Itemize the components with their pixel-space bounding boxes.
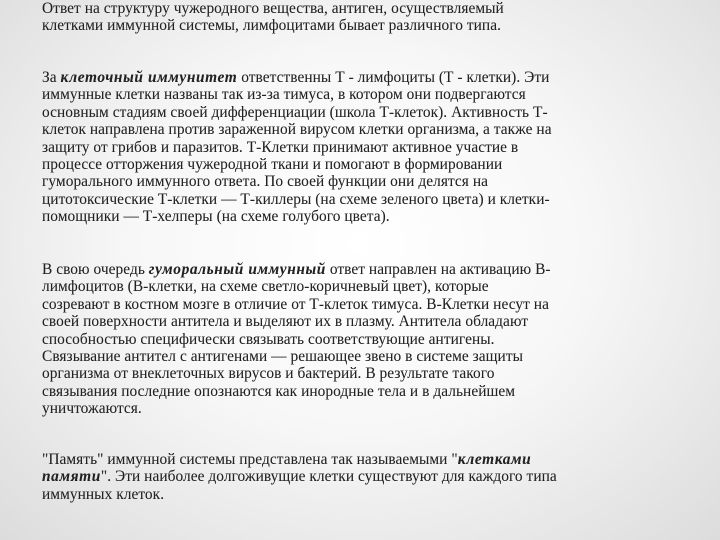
text-run: В свою очередь [42,261,149,278]
text-line [42,278,551,295]
text-line [42,208,552,225]
text-line [42,313,551,330]
paragraph-intro [42,0,504,35]
term-emphasis: клеточный иммунитет [60,69,238,86]
text-line [42,17,504,34]
text-run: ". Эти наиболее долгоживущие клетки существуют для каждого типа [100,468,557,486]
text-line [42,86,552,103]
text-line [42,331,551,348]
paragraph-cellular-immunity [42,69,552,226]
term-emphasis: гуморальный иммунный [148,261,326,278]
text-run: Ответ на структуру чужеродного вещества, антиген, осуществляемый [42,0,504,17]
text-line [42,400,551,417]
text-line [42,121,552,138]
text-run: своей поверхности антитела и выделяют их в плазму. Антитела обладают [42,313,529,331]
text-line [42,365,551,382]
text-line [42,191,552,208]
text-run: связывания последние опознаются как инородные тела и в дальнейшем [42,382,516,400]
text-run: помощники — Т-хелперы (на схеме голубого цвета). [42,208,390,226]
text-line [42,0,504,17]
term-emphasis: клетками [457,451,532,468]
text-run: основным стадиям своей дифференциации (школа Т-клеток). Активность Т- [42,103,548,121]
text-run: ответственны Т - лимфоциты (Т - клетки). Эти [237,69,550,86]
paragraph-humoral-immunity [42,261,551,418]
paragraph-immune-memory [42,451,557,503]
text-line [42,296,551,313]
text-line [42,173,552,190]
term-emphasis: памяти [42,468,101,486]
text-run: клеток направлена против зараженной вирусом клетки организма, а также на [42,121,552,139]
text-run: цитотоксические Т-клетки — Т-киллеры (на схеме зеленого цвета) и клетки- [42,190,550,208]
text-line [42,261,551,278]
text-line [42,156,552,173]
text-line [42,486,557,503]
text-run: иммунных клеток. [42,485,165,503]
text-line [42,69,552,86]
text-line [42,383,551,400]
text-run: клетками иммунной системы, лимфоцитами бывает различного типа. [42,17,501,35]
text-run: организма от внеклеточных вирусов и бактерий. В результате такого [42,365,495,383]
text-run: созревают в костном мозге в отличие от Т-клеток тимуса. В-Клетки несут на [42,295,549,313]
text-run: уничтожаются. [42,400,142,418]
text-run: лимфоцитов (В-клетки, на схеме светло-коричневый цвет), которые [42,278,489,296]
text-line [42,104,552,121]
text-run: За [42,69,61,86]
text-line [42,348,551,365]
text-line [42,451,557,468]
text-run: гуморального иммунного ответа. По своей функции они делятся на [42,173,488,191]
text-run: "Память" иммунной системы представлена так называемыми " [42,451,458,468]
text-run: защиту от грибов и паразитов. Т-Клетки принимают активное участие в [42,138,519,156]
text-run: ответ направлен на активацию В- [325,261,551,278]
text-line [42,468,557,485]
text-run: процессе отторжения чужеродной ткани и помогают в формировании [42,156,503,174]
text-run: иммунные клетки названы так из-за тимуса, в котором они подвергаются [42,86,526,104]
text-line [42,139,552,156]
text-run: способностью специфически связывать соответствующие антигены. [42,330,495,348]
text-run: Связывание антител с антигенами — решающее звено в системе защиты [42,348,524,366]
